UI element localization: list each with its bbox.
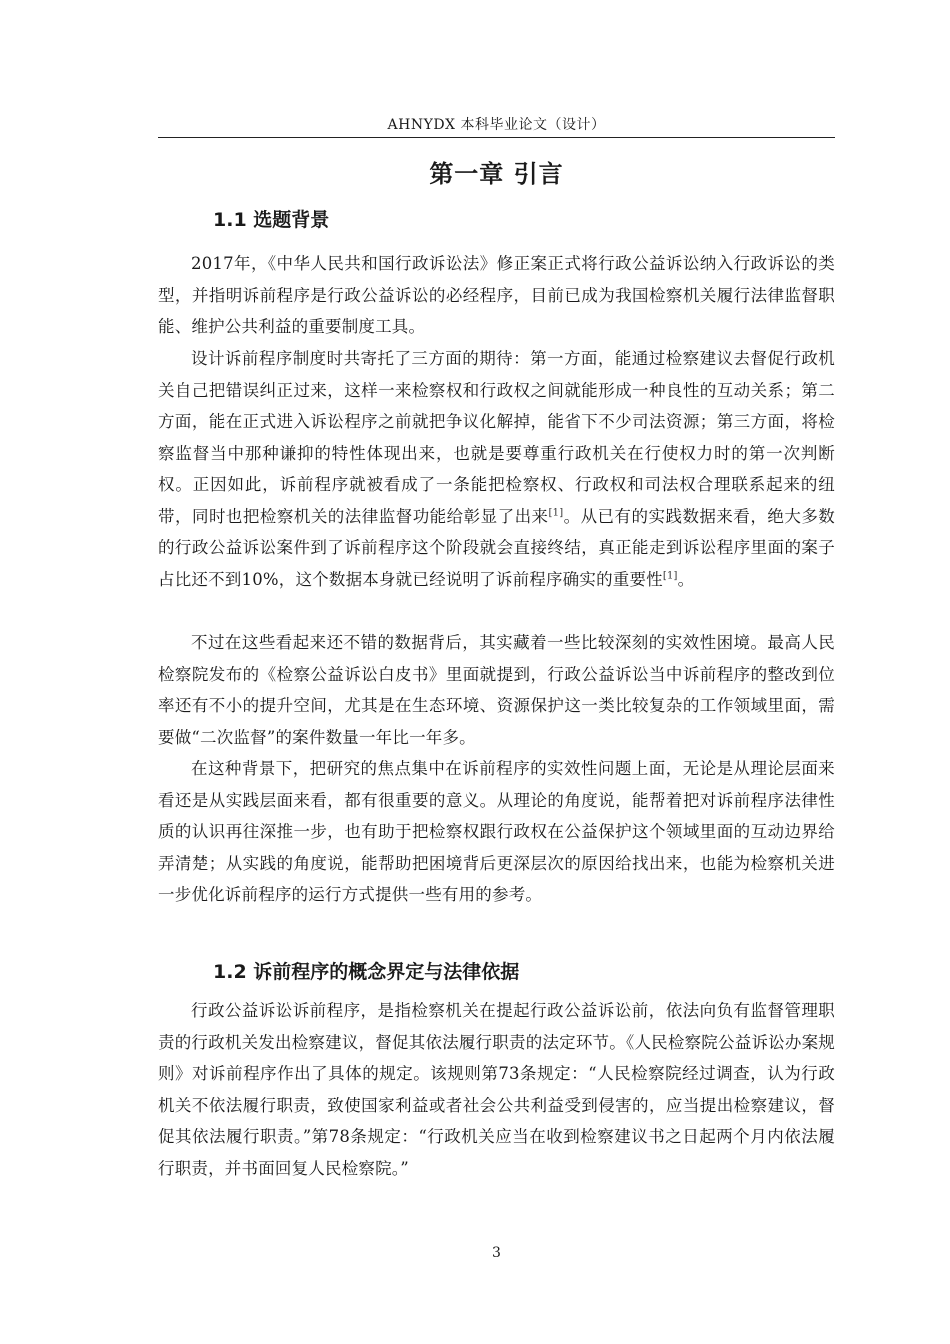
paragraph-background-3: 不过在这些看起来还不错的数据背后，其实藏着一些比较深刻的实效性困境。最高人民检察院发布的《检察公益诉讼白皮书》里面就提到，行政公益诉讼当中诉前程序的整改到位率还有不小的提升空间，尤其是在生态环境、资源保护这一类比较复杂的工作领域里面，需要做“二次监督”的案件数量一年比一年多。 xyxy=(158,633,835,747)
paragraph-text: 。 xyxy=(677,569,695,589)
paragraph-background-4: 在这种背景下，把研究的焦点集中在诉前程序的实效性问题上面，无论是从理论层面来看还是从实践层面来看，都有很重要的意义。从理论的角度说，能帮着把对诉前程序法律性质的认识再往深推一步，也有助于把检察权跟行政权在公益保护这个领域里面的互动边界给弄清楚；从实践的角度说，能帮助把困境背后更深层次的原因给找出来，也能为检察机关进一步优化诉前程序的运行方式提供一些有用的参考。 xyxy=(158,759,835,904)
section-heading-1-1: 1.1 选题背景 xyxy=(213,209,330,231)
paragraph-background-2 xyxy=(158,343,835,595)
header-divider xyxy=(158,137,835,138)
chapter-title: 第一章 引言 xyxy=(429,160,564,188)
paragraph-text: 。从已有的实践数据来看，绝大多数的行政公益诉讼案件到了诉前程序这个阶段就会直接终结，真正能走到诉讼程序里面的案子占比还不到10%，这个数据本身就已经说明了诉前程序确实的重要性 xyxy=(158,506,835,589)
page-number: 3 xyxy=(492,1245,501,1261)
running-header: AHNYDX 本科毕业论文（设计） xyxy=(387,117,606,133)
citation-marker[interactable]: [1] xyxy=(662,570,678,581)
paragraph-text: 设计诉前程序制度时共寄托了三方面的期待：第一方面，能通过检察建议去督促行政机关自己把错误纠正过来，这样一来检察权和行政权之间就能形成一种良性的互动关系；第二方面，能在正式进入诉讼程序之前就把争议化解掉，能省下不少司法资源；第三方面，将检察监督当中那种谦抑的特性体现出来，也就是要尊重行政机关在行使权力时的第一次判断权。正因如此，诉前程序就被看成了一条能把检察权、行政权和司法权合理联系起来的纽带，同时也把检察机关的法律监督功能给彰显了出来 xyxy=(158,349,835,526)
citation-marker[interactable]: [1] xyxy=(548,507,564,518)
section-heading-1-2: 1.2 诉前程序的概念界定与法律依据 xyxy=(213,961,520,983)
paragraph-definition-1: 行政公益诉讼诉前程序，是指检察机关在提起行政公益诉讼前，依法向负有监督管理职责的行政机关发出检察建议，督促其依法履行职责的法定环节。《人民检察院公益诉讼办案规则》对诉前程序作出了具体的规定。该规则第73条规定：“人民检察院经过调查，认为行政机关不依法履行职责，致使国家利益或者社会公共利益受到侵害的，应当提出检察建议，督促其依法履行职责。”第78条规定：“行政机关应当在收到检察建议书之日起两个月内依法履行职责，并书面回复人民检察院。” xyxy=(158,1001,835,1178)
paragraph-background-1: 2017年，《中华人民共和国行政诉讼法》修正案正式将行政公益诉讼纳入行政诉讼的类型，并指明诉前程序是行政公益诉讼的必经程序，目前已成为我国检察机关履行法律监督职能、维护公共利益的重要制度工具。 xyxy=(158,254,835,336)
